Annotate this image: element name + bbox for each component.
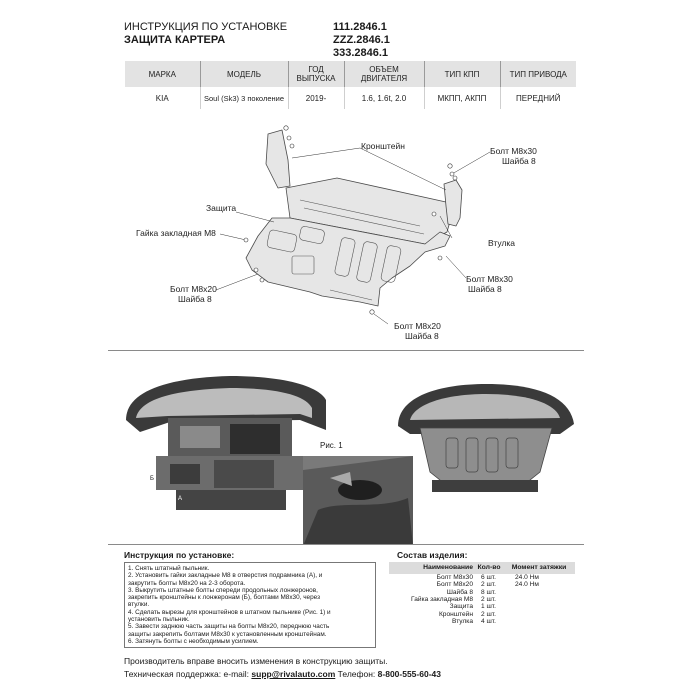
photo-after-installation <box>398 384 574 492</box>
label-bolt-m8x20-left: Болт M8x20 <box>170 284 217 294</box>
figure-caption: Рис. 1 <box>320 441 343 450</box>
support-email-link[interactable]: supp@rivalauto.com <box>251 669 336 679</box>
component-qty: 2 шт. <box>481 610 496 618</box>
spec-cell-model: Soul (Sk3) 3 поколение <box>200 87 288 109</box>
component-torque <box>503 603 575 610</box>
component-name: Втулка <box>452 617 473 625</box>
component-name: Болт M8x20 <box>436 581 473 589</box>
section-divider <box>108 350 584 351</box>
label-washer-bottom: Шайба 8 <box>405 331 439 341</box>
components-header-qty: Кол-во <box>475 562 503 574</box>
label-washer-top: Шайба 8 <box>502 156 536 166</box>
component-torque: 24.0 Нм <box>515 581 539 589</box>
table-row <box>389 596 575 603</box>
bracket-left <box>266 130 290 188</box>
bushing-marker <box>453 176 457 180</box>
spec-cell-engine: 1.6, 1.6t, 2.0 <box>344 87 424 109</box>
spec-cell-year: 2019- <box>288 87 344 109</box>
photo-fig1 <box>303 456 413 545</box>
washer-marker <box>287 136 291 140</box>
component-name: Защита <box>449 603 473 611</box>
support-phone: 8-800-555-60-43 <box>377 669 441 679</box>
components-title: Состав изделия: <box>397 550 468 560</box>
component-torque <box>503 610 575 617</box>
bolt-marker <box>370 310 374 314</box>
spec-header-cell: МАРКА <box>125 61 200 87</box>
component-name: Кронштейн <box>438 610 473 618</box>
support-line <box>124 669 441 679</box>
table-row <box>389 574 575 581</box>
bolt-marker <box>438 256 442 260</box>
label-bolt-m8x30-top: Болт M8x30 <box>490 146 537 156</box>
spec-header-cell: ТИП КПП <box>424 61 500 87</box>
component-qty: 4 шт. <box>481 617 496 625</box>
bushing-marker <box>432 212 436 216</box>
components-header-row <box>389 562 575 574</box>
label-washer-right: Шайба 8 <box>468 284 502 294</box>
instruction-line: 5. Завести заднюю часть защиты на болты M8x20, переднюю часть <box>128 623 330 631</box>
instruction-line: установить пыльник. <box>128 616 190 624</box>
instruction-line: закрутить болты M8x20 на 2-3 оборота. <box>128 579 246 587</box>
phone-label: Телефон: <box>337 669 376 679</box>
support-label: Техническая поддержка: <box>124 669 222 679</box>
component-name: Гайка закладная M8 <box>411 595 473 603</box>
label-protection: Защита <box>206 203 237 213</box>
component-qty: 1 шт. <box>481 603 496 611</box>
spec-cell-gearbox: МКПП, АКПП <box>424 87 500 109</box>
table-row <box>389 589 575 596</box>
spec-header-cell: МОДЕЛЬ <box>200 61 288 87</box>
component-qty: 2 шт. <box>481 595 496 603</box>
instruction-line: 4. Сделать вырезы для кронштейнов в штатном пыльнике (Рис. 1) и <box>128 608 331 616</box>
instruction-line: 3. Выкрутить штатные болты спереди продольных лонжеронов, <box>128 586 318 594</box>
nut-marker <box>244 238 248 242</box>
svg-text:Б: Б <box>150 476 154 482</box>
table-row <box>389 581 575 588</box>
bolt-marker <box>284 126 288 130</box>
instruction-line: 6. Затянуть болты с необходимым усилием. <box>128 637 259 645</box>
bolt-marker <box>260 278 264 282</box>
label-bushing: Втулка <box>488 238 516 248</box>
label-nut-m8: Гайка закладная M8 <box>136 228 216 238</box>
label-bolt-m8x20-bottom: Болт M8x20 <box>394 321 441 331</box>
spec-cell-brand: KIA <box>125 87 200 109</box>
label-bolt-m8x30-right: Болт M8x30 <box>466 274 513 284</box>
table-row <box>389 618 575 625</box>
components-header-name: Наименование <box>389 562 475 574</box>
component-torque: 24.0 Нм <box>515 574 539 582</box>
components-header-torque: Момент затяжки <box>503 562 575 574</box>
instructions-title: Инструкция по установке: <box>124 550 235 560</box>
washer-marker <box>290 144 294 148</box>
label-washer-left: Шайба 8 <box>178 294 212 304</box>
instruction-line: закрепить кронштейны к лонжеронам (Б), болтами M8x30, через <box>128 594 320 602</box>
spec-header-cell: ГОД ВЫПУСКА <box>288 61 344 87</box>
washer-marker <box>450 172 454 176</box>
component-torque <box>503 618 575 625</box>
part-code: 111.2846.1 <box>333 21 387 33</box>
component-qty: 2 шт. <box>481 581 496 589</box>
component-qty: 8 шт. <box>481 588 496 596</box>
section-divider <box>108 544 584 545</box>
component-name: Шайба 8 <box>446 588 473 596</box>
component-torque <box>503 596 575 603</box>
instruction-line: втулки. <box>128 601 150 609</box>
table-row <box>389 603 575 610</box>
components-table <box>389 562 575 625</box>
title-line-2: ЗАЩИТА КАРТЕРА <box>124 34 226 46</box>
component-name: Болт M8x30 <box>436 574 473 582</box>
instruction-line: 1. Снять штатный пыльник. <box>128 565 210 572</box>
instructions-box <box>124 562 376 648</box>
bolt-marker <box>254 268 258 272</box>
svg-text:А: А <box>178 496 183 502</box>
instruction-line: защиты закрепить болтами M8x30 к установленным кронштейнам. <box>128 630 327 638</box>
component-qty: 6 шт. <box>481 574 496 582</box>
photo-before-installation <box>126 376 326 510</box>
spec-cell-drive: ПЕРЕДНИЙ <box>516 93 561 103</box>
spec-header-cell: ОБЪЕМ ДВИГАТЕЛЯ <box>344 61 424 87</box>
instruction-line: 2. Установить гайки закладные M8 в отверстия подрамника (А), и <box>128 572 323 580</box>
installation-photos <box>0 360 700 545</box>
manufacturer-notice: Производитель вправе вносить изменения в конструкцию защиты. <box>124 656 388 666</box>
bolt-marker <box>448 164 452 168</box>
title-line-1: ИНСТРУКЦИЯ ПО УСТАНОВКЕ <box>124 21 288 33</box>
label-bracket: Кронштейн <box>361 141 405 151</box>
part-code: 333.2846.1 <box>333 47 389 59</box>
component-torque <box>503 589 575 596</box>
spec-header-cell: ТИП ПРИВОДА <box>500 61 576 87</box>
table-row <box>389 610 575 617</box>
email-label: e-mail: <box>223 669 250 679</box>
part-code: ZZZ.2846.1 <box>333 34 390 46</box>
